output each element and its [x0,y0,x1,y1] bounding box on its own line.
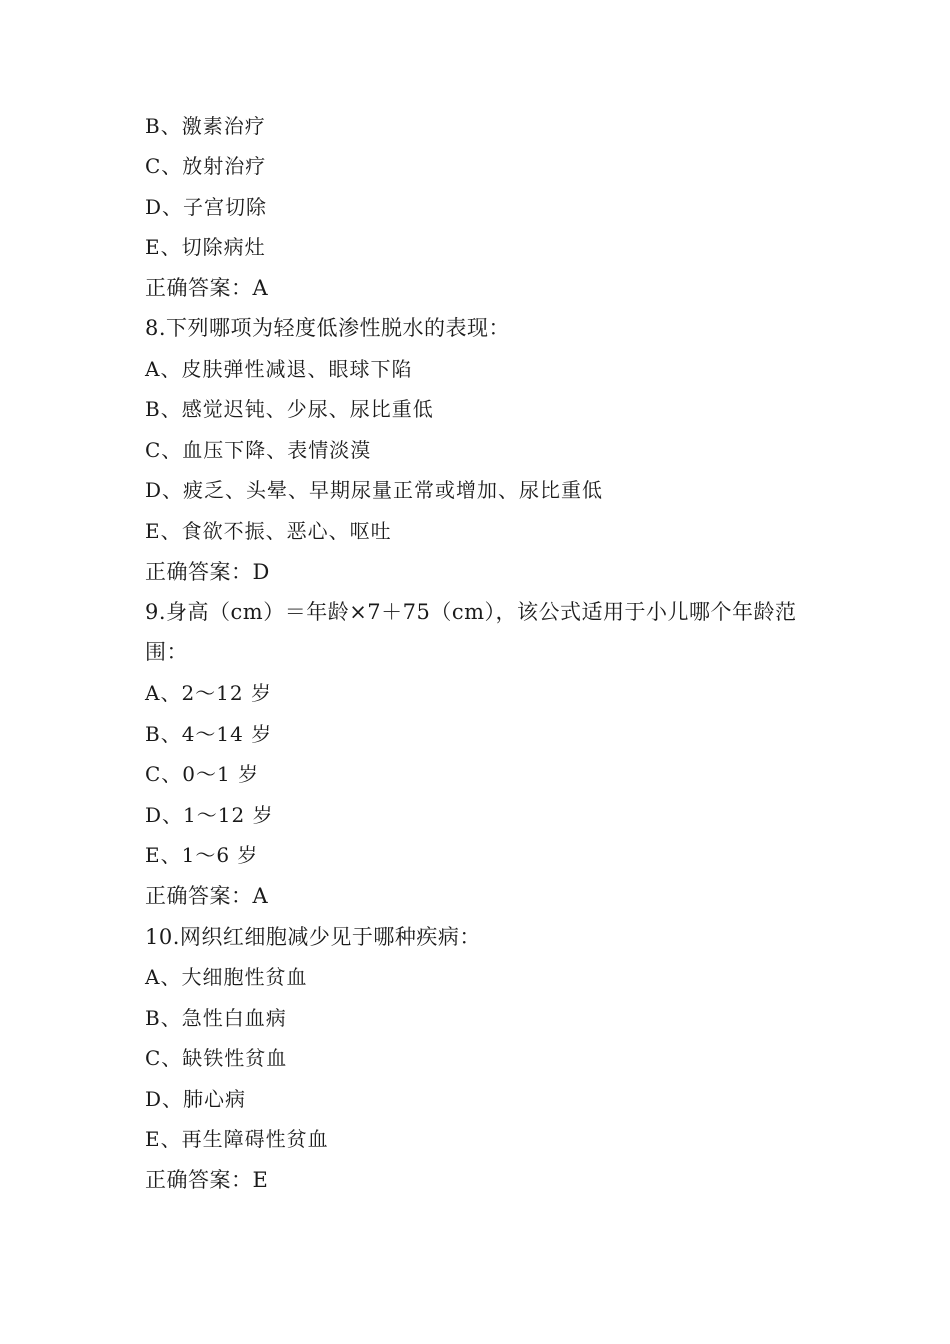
option-a: A、皮肤弹性减退、眼球下陷 [145,357,413,381]
option-b: B、感觉迟钝、少尿、尿比重低 [145,397,434,421]
option-a: A、大细胞性贫血 [145,965,308,989]
option-c: C、血压下降、表情淡漠 [145,438,372,462]
question-9-continued: 围： [145,640,188,664]
option-e: E、食欲不振、恶心、呕吐 [145,519,392,543]
question-10: 10.网织红细胞减少见于哪种疾病： [145,925,481,949]
option-e: E、再生障碍性贫血 [145,1127,329,1151]
option-b: B、4～14 岁 [145,722,273,746]
option-c: C、放射治疗 [145,154,267,178]
answer-line: 正确答案：D [145,560,270,584]
option-d: D、子宫切除 [145,195,268,219]
option-d: D、1～12 岁 [145,803,274,827]
option-b: B、急性白血病 [145,1006,287,1030]
option-c: C、0～1 岁 [145,762,260,786]
option-a: A、2～12 岁 [145,681,272,705]
answer-line: 正确答案：A [145,276,269,300]
answer-line: 正确答案：E [145,1168,269,1192]
option-d: D、疲乏、头晕、早期尿量正常或增加、尿比重低 [145,478,604,502]
option-e: E、切除病灶 [145,235,266,259]
option-d: D、肺心病 [145,1087,247,1111]
question-8: 8.下列哪项为轻度低渗性脱水的表现： [145,316,511,340]
option-e: E、1～6 岁 [145,843,259,867]
option-c: C、缺铁性贫血 [145,1046,288,1070]
option-b: B、激素治疗 [145,114,266,138]
question-9: 9.身高（cm）＝年龄×7＋75（cm），该公式适用于小儿哪个年龄范 [145,600,797,624]
answer-line: 正确答案：A [145,884,269,908]
